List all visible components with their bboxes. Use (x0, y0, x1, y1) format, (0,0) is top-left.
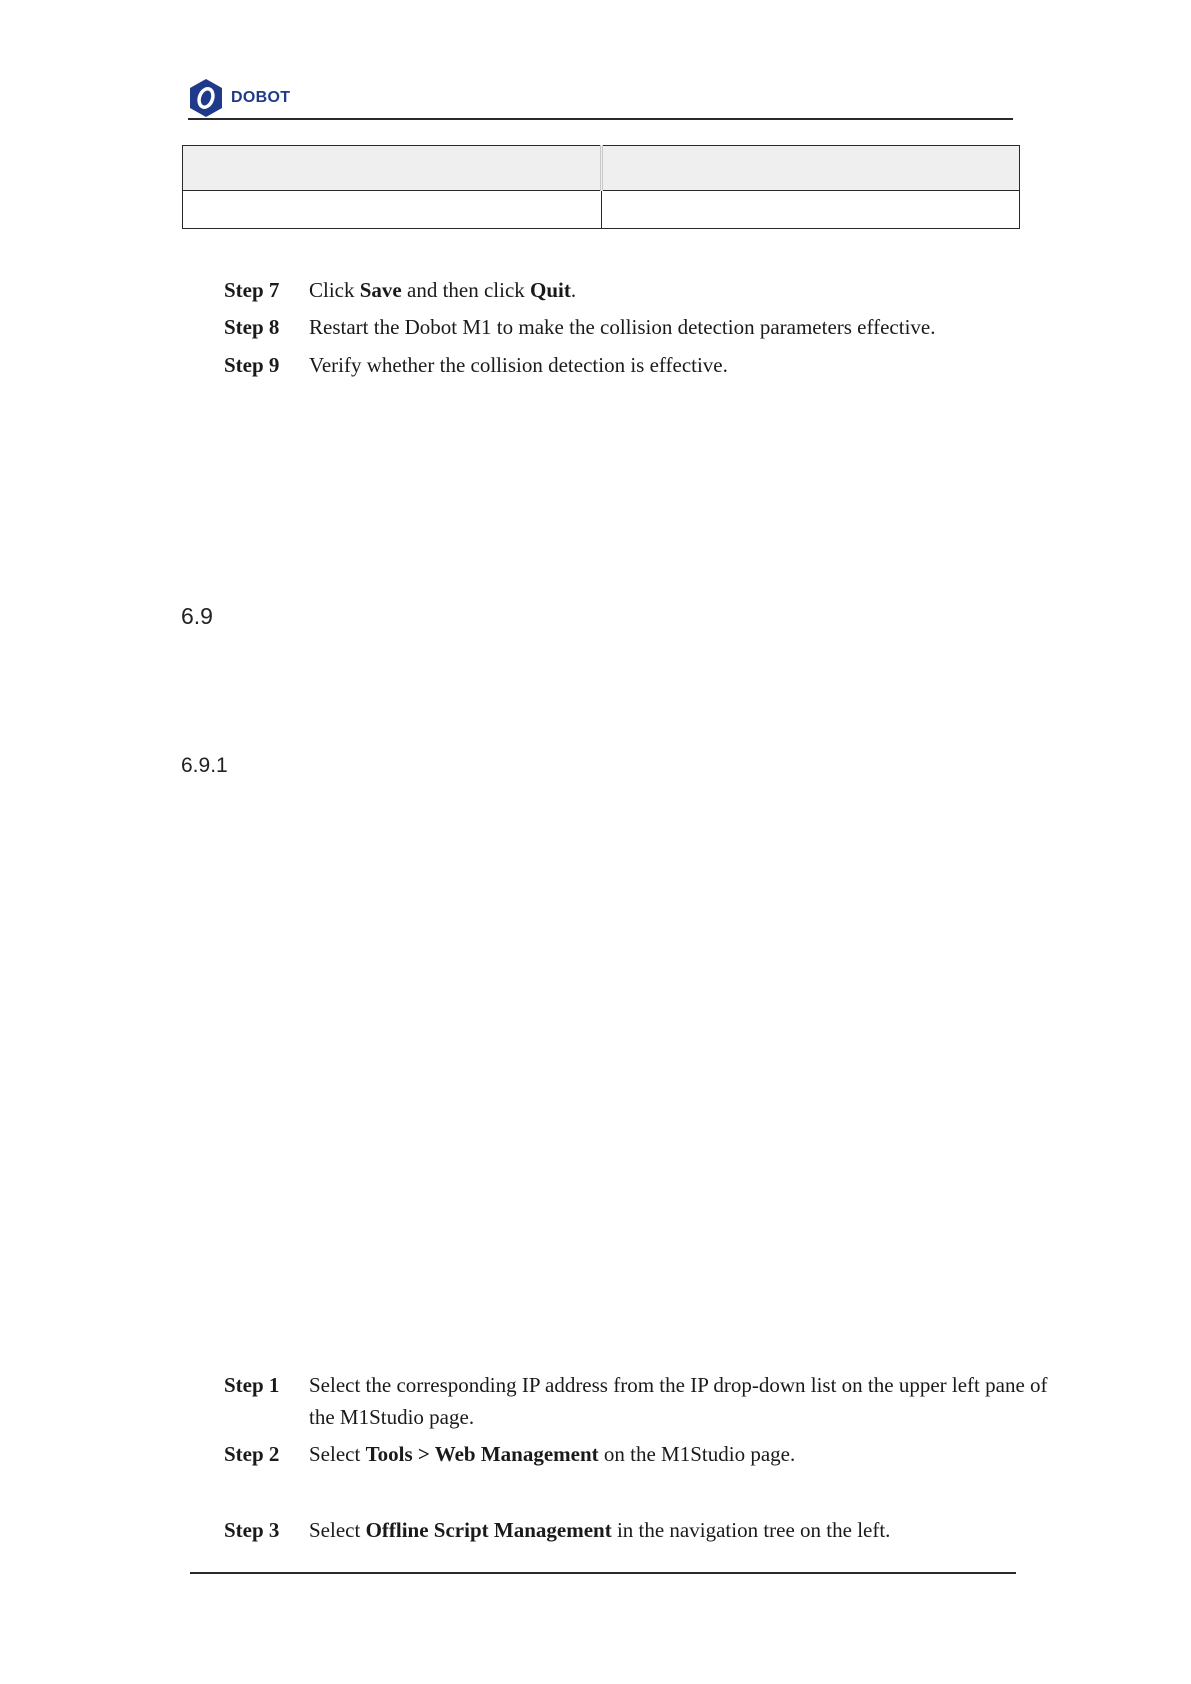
step-item (224, 1514, 1049, 1546)
step-label: Step 7 (224, 278, 280, 302)
header-rule (188, 118, 1013, 120)
section-heading: 6.9 (181, 603, 213, 629)
parameter-table (182, 145, 1020, 229)
step-label: Step 3 (224, 1518, 280, 1542)
subsection-heading: 6.9.1 (181, 754, 228, 777)
footer-rule (190, 1572, 1016, 1574)
step-item (224, 1369, 1049, 1433)
header-logo (188, 78, 290, 118)
table-header-cell (183, 146, 602, 191)
step-text: Select the corresponding IP address from the IP drop-down list on the upper left pane of the M1Studio page. (309, 1373, 1048, 1429)
step-text: Select Offline Script Management in the navigation tree on the left. (309, 1518, 891, 1542)
table-row (183, 191, 1020, 229)
step-text: Select Tools > Web Management on the M1Studio page. (309, 1442, 796, 1466)
step-label: Step 1 (224, 1373, 280, 1397)
step-text: Click Save and then click Quit. (309, 278, 577, 302)
step-label: Step 8 (224, 315, 280, 339)
dobot-logo-icon (188, 78, 224, 118)
table-cell (601, 191, 1020, 229)
table-header-row (183, 146, 1020, 191)
step-text: Verify whether the collision detection is effective. (309, 353, 728, 377)
table-header-cell (601, 146, 1020, 191)
step-item (224, 311, 1049, 343)
step-label: Step 9 (224, 353, 280, 377)
logo-text: DOBOT (231, 89, 291, 106)
step-item (224, 1438, 1049, 1470)
table-cell (183, 191, 602, 229)
step-item (224, 274, 1049, 306)
step-label: Step 2 (224, 1442, 280, 1466)
step-item (224, 349, 1049, 381)
step-text: Restart the Dobot M1 to make the collision detection parameters effective. (309, 315, 936, 339)
